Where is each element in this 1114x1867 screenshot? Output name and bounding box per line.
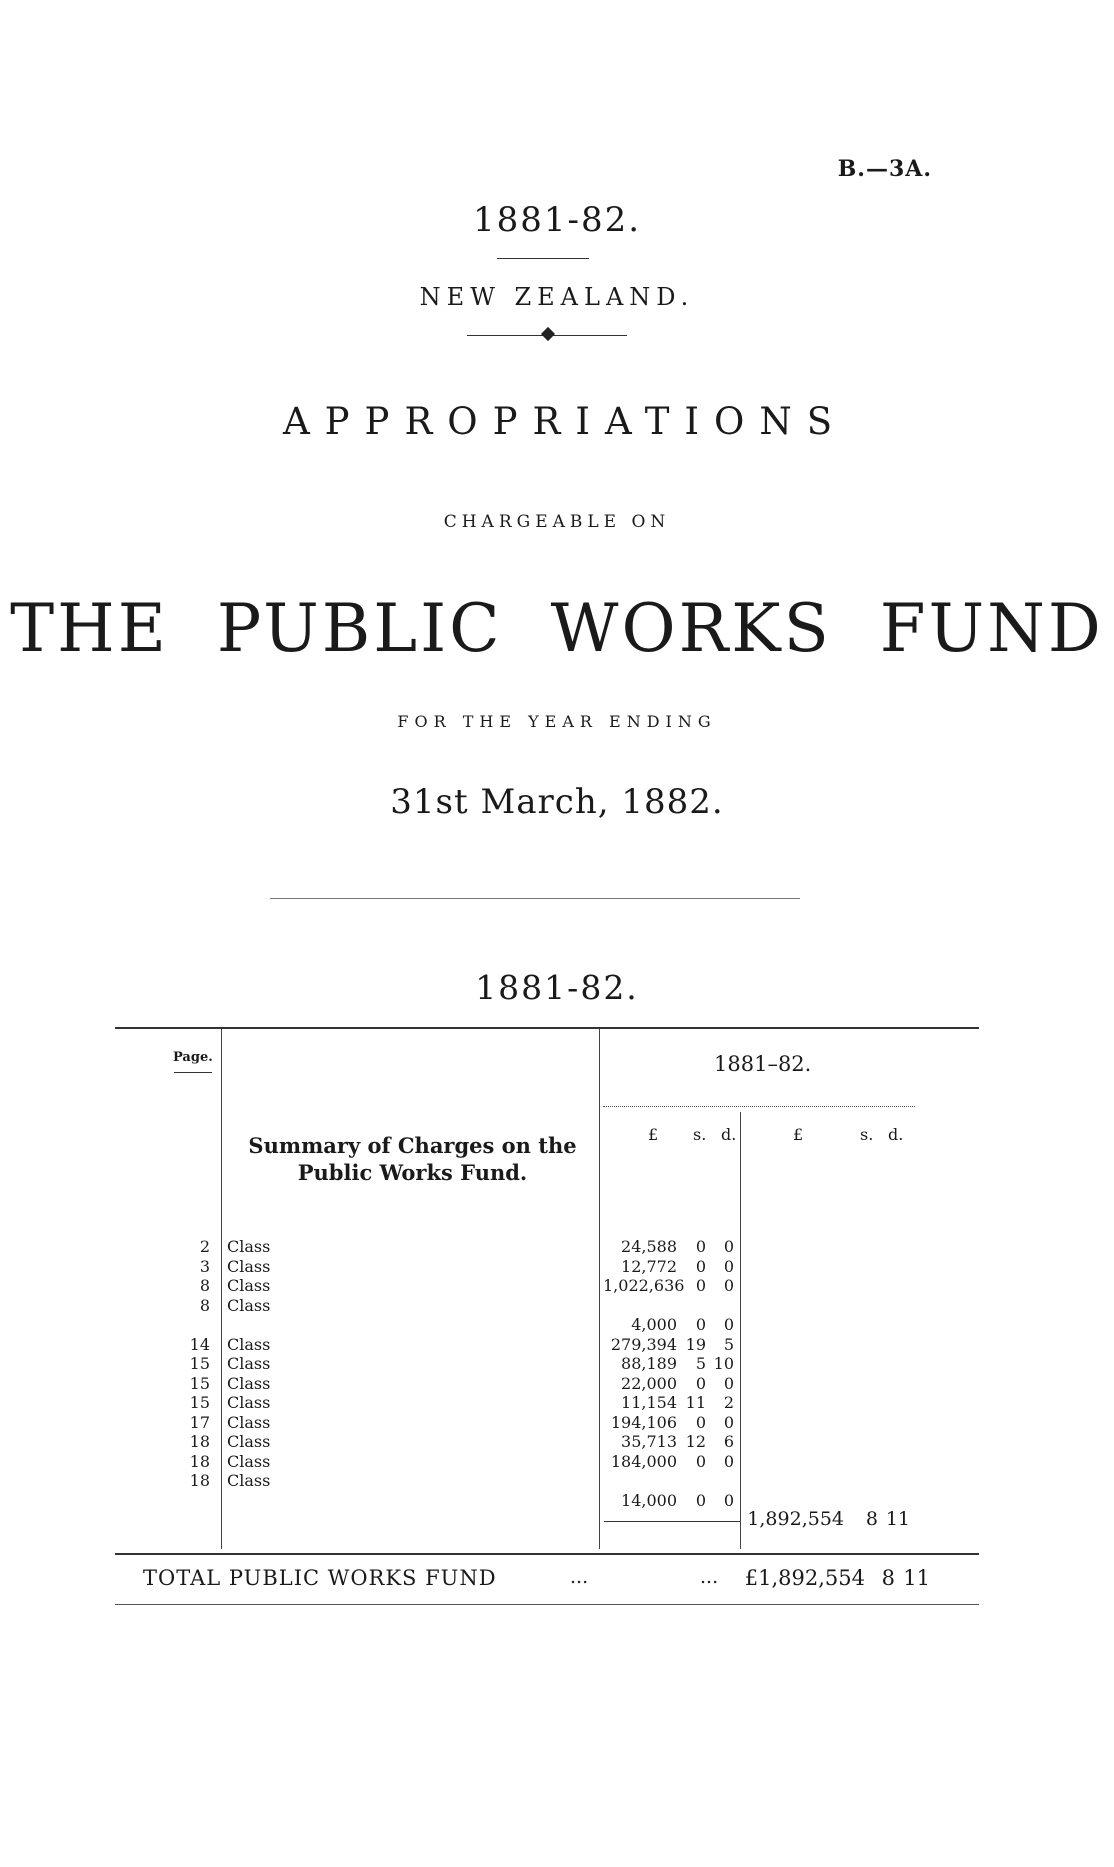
document-date: 31st March, 1882. (390, 782, 724, 822)
document-reference: B.—3A. (837, 156, 932, 182)
page-number: 15 (189, 1393, 210, 1412)
leader-dots: ... (570, 1566, 589, 1588)
page-number: 2 (199, 1237, 210, 1256)
table-row (0, 1413, 1114, 1433)
sum-rule (604, 1521, 740, 1522)
page-number: 8 (199, 1295, 210, 1315)
page-number: 15 (189, 1373, 210, 1393)
shillings-unit-header: s. (693, 1125, 707, 1144)
year-column-header: 1881–82. (714, 1052, 812, 1076)
document-title-chargeable: CHARGEABLE ON (443, 512, 671, 532)
amount-pence: 0 (723, 1315, 734, 1334)
amount-pounds: 35,713 (621, 1432, 677, 1451)
pence-unit-header: d. (721, 1125, 737, 1144)
table-row (0, 1276, 1114, 1296)
document-title-fund: THE PUBLIC WORKS FUND (10, 590, 1104, 667)
amount-shillings: 0 (695, 1451, 706, 1471)
amount-shillings: 0 (695, 1237, 706, 1256)
amount-shillings: 19 (685, 1334, 706, 1354)
amount-pence: 2 (723, 1393, 734, 1412)
page-number: 18 (189, 1471, 210, 1490)
summary-title (230, 1132, 595, 1186)
page-number: 3 (199, 1256, 210, 1276)
class-word: Class (227, 1432, 271, 1451)
class-word: Class (227, 1393, 271, 1412)
amount-pence: 5 (723, 1334, 734, 1354)
subtotal-pounds: 1,892,554 (747, 1508, 844, 1530)
header-underline (603, 1106, 915, 1107)
class-word: Class (227, 1412, 271, 1432)
amount-pounds: 88,189 (621, 1354, 677, 1373)
amount-pounds: 194,106 (610, 1412, 677, 1432)
total-shillings: 8 (881, 1566, 895, 1590)
table-row (0, 1374, 1114, 1394)
amount-pounds: 11,154 (621, 1393, 677, 1412)
table-year-heading: 1881-82. (475, 968, 639, 1007)
header-underline (174, 1072, 212, 1073)
page-number: 14 (189, 1334, 210, 1354)
document-title-appropriations: APPROPRIATIONS (282, 400, 848, 443)
subtotal-pence: 11 (885, 1508, 910, 1530)
amount-pence: 0 (723, 1373, 734, 1393)
page-number: 8 (199, 1276, 210, 1295)
amount-shillings: 0 (695, 1412, 706, 1432)
amount-shillings: 0 (695, 1276, 706, 1295)
page-number: 17 (189, 1412, 210, 1432)
total-label: TOTAL PUBLIC WORKS FUND (143, 1566, 497, 1590)
summary-title-line: Summary of Charges on the (248, 1133, 577, 1158)
table-row (0, 1393, 1114, 1413)
amount-pounds: 1,022,636 (603, 1276, 685, 1295)
table-row (0, 1335, 1114, 1355)
amount-shillings: 0 (695, 1315, 706, 1334)
table-row (0, 1471, 1114, 1510)
amount-pounds: 24,588 (621, 1237, 677, 1256)
amount-shillings: 11 (685, 1393, 706, 1412)
amount-pounds: 12,772 (621, 1256, 677, 1276)
amount-pence: 10 (713, 1354, 734, 1373)
amount-pence: 6 (723, 1432, 734, 1451)
amount-pounds: 184,000 (610, 1451, 677, 1471)
amount-pounds: 279,394 (610, 1334, 677, 1354)
table-row (0, 1295, 1114, 1334)
class-word: Class (227, 1256, 271, 1276)
amount-pence: 0 (723, 1451, 734, 1471)
class-word: Class (227, 1295, 271, 1315)
total-pence: 11 (903, 1566, 930, 1590)
total-underline (115, 1604, 979, 1605)
amount-pence: 0 (723, 1412, 734, 1432)
page-number: 18 (189, 1432, 210, 1451)
amount-pence: 0 (723, 1276, 734, 1295)
amount-shillings: 0 (695, 1490, 706, 1510)
page-number: 15 (189, 1354, 210, 1373)
table-row (0, 1354, 1114, 1374)
document-title-period: FOR THE YEAR ENDING (397, 712, 717, 731)
class-word: Class (227, 1276, 271, 1295)
summary-title-line: Public Works Fund. (297, 1160, 528, 1185)
amount-pounds: 4,000 (631, 1315, 677, 1334)
pounds-unit-header: £ (793, 1125, 804, 1144)
divider (497, 258, 589, 259)
amount-pence: 0 (723, 1490, 734, 1510)
amount-shillings: 0 (695, 1373, 706, 1393)
amount-shillings: 5 (695, 1354, 706, 1373)
pounds-unit-header: £ (648, 1125, 659, 1144)
table-row (0, 1257, 1114, 1277)
leader-dots: ... (700, 1566, 719, 1588)
amount-pence: 0 (723, 1237, 734, 1256)
page-number: 18 (189, 1451, 210, 1471)
table-row (0, 1432, 1114, 1452)
amount-pence: 0 (723, 1256, 734, 1276)
shillings-unit-header: s. (860, 1125, 874, 1144)
table-row (0, 1237, 1114, 1257)
amount-pounds: 14,000 (621, 1490, 677, 1510)
session-year: 1881-82. (472, 200, 642, 240)
class-word: Class (227, 1334, 271, 1354)
pence-unit-header: d. (888, 1125, 904, 1144)
table-top-rule (115, 1027, 979, 1029)
class-word: Class (227, 1451, 271, 1471)
country-heading: NEW ZEALAND. (419, 283, 695, 311)
page-column-header: Page. (173, 1050, 213, 1065)
amount-pounds: 22,000 (621, 1373, 677, 1393)
class-word: Class (227, 1373, 271, 1393)
total-pounds: £1,892,554 (744, 1566, 865, 1590)
class-word: Class (227, 1354, 271, 1373)
class-word: Class (227, 1471, 271, 1490)
amount-shillings: 12 (685, 1432, 706, 1451)
class-word: Class (227, 1237, 271, 1256)
subtotal-shillings: 8 (865, 1508, 878, 1530)
diamond-ornament-icon (541, 327, 555, 341)
table-row (0, 1452, 1114, 1472)
divider (270, 898, 800, 899)
table-bottom-rule (115, 1553, 979, 1555)
amount-shillings: 0 (695, 1256, 706, 1276)
